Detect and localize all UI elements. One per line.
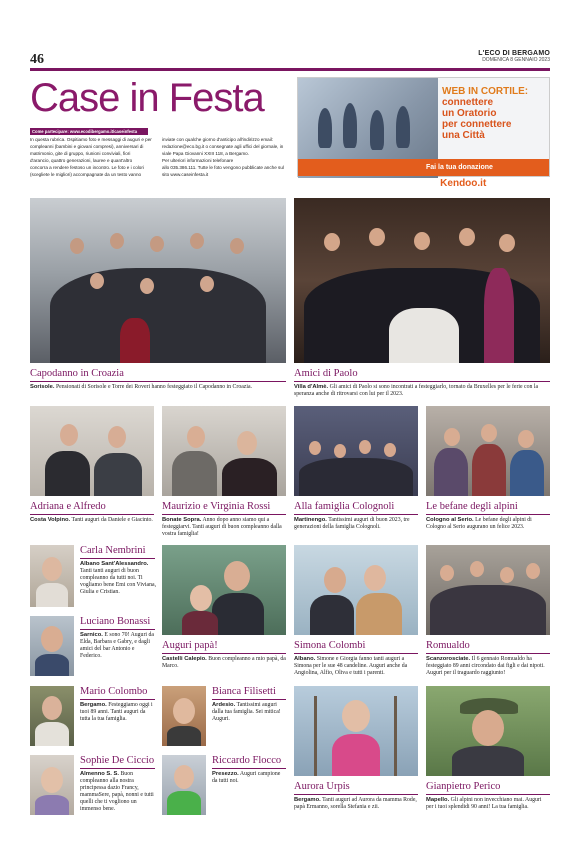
photo-capodanno <box>30 198 286 363</box>
photo-carla-nembrini <box>30 545 74 607</box>
photo-aurora-urpis <box>294 686 418 776</box>
kendoo-logo[interactable]: Kendoo.it <box>437 178 489 189</box>
caption-title: Luciano Bonassi <box>80 616 151 627</box>
ad-cta-bar[interactable]: Fai la tua donazione su Kendoo.it <box>298 159 549 176</box>
caption-title: Riccardo Flocco <box>212 755 282 766</box>
photo-mario-colombo <box>30 686 74 746</box>
photo-romualdo <box>426 545 550 635</box>
caption-title: Romualdo <box>426 640 470 651</box>
photo-adriana-alfredo <box>30 406 154 496</box>
caption-text: Scanzorosciate. Il 6 gennaio Romualdo ha festeggiato 89 anni circondato dai figli e dai nipoti. Auguri per il traguardo raggiunto! <box>426 656 545 676</box>
page-number: 46 <box>30 52 44 67</box>
header-rule <box>30 68 550 71</box>
caption-text: Ardesio. Tantissimi auguri dalla tua famiglia. Sei mitica! Auguri. <box>212 702 281 722</box>
photo-bianca-filisetti <box>162 686 206 746</box>
masthead <box>478 50 550 63</box>
caption-title: Aurora Urpis <box>294 781 350 792</box>
caption-title: Simona Colombi <box>294 640 366 651</box>
howto-head: Come partecipare: www.ecodibergamo.it/caseinfesta <box>30 128 148 135</box>
issue-date: DOMENICA 8 GENNAIO 2023 <box>482 57 550 63</box>
caption-title: Sophie De Ciccio <box>80 755 155 766</box>
caption-title: Capodanno in Croazia <box>30 368 124 379</box>
caption-title: Alla famiglia Colognoli <box>294 501 395 512</box>
caption-title: Adriana e Alfredo <box>30 501 106 512</box>
newspaper-name: L'ECO DI BERGAMO <box>478 50 550 57</box>
photo-sophie-de-ciccio <box>30 755 74 815</box>
caption-text: Sorisole. Pensionati di Sorisole e Torre dei Roveri hanno festeggiato il Capodanno in Croazia. <box>30 384 252 390</box>
caption-title: Mario Colombo <box>80 686 148 697</box>
caption-text: Costa Volpino. Tanti auguri da Daniele e Giacinto. <box>30 517 153 523</box>
howto-column-2: inviate con qualche giorno d'anticipo all'indirizzo email: redazione@eco.bg.it o consegnate agli uffici del giornale, in viale Papa Giovanni XXIII 118, a Bergamo. Per ulteriori informazioni telefonare allo 035.386.111. Tutte le foto vengono pubblicate anche sul sito www.caseinfesta.it <box>162 137 284 177</box>
donation-ad[interactable] <box>297 77 550 189</box>
photo-famiglia-colognoli <box>294 406 418 496</box>
caption-text: Villa d'Almè. Gli amici di Paolo si sono incontrati a festeggiarlo, tornato da Bruxelles per le ferie con la speranza anche di ritrovarsi con lui per il 2023. <box>294 384 539 397</box>
caption-text: Albano. Simone e Giorgia fanno tanti auguri a Simona per le sue 48 candeline. Auguri anche da Angiolina, Alfio, Oliva e tutti i parenti. <box>294 656 408 676</box>
caption-title: Maurizio e Virginia Rossi <box>162 501 271 512</box>
caption-title: Bianca Filisetti <box>212 686 276 697</box>
caption-title: Auguri papà! <box>162 640 218 651</box>
caption-text: Bergamo. Tanti auguri ad Aurora da mamma Rode, papà Ermanno, sorella Stefania e zii. <box>294 797 417 810</box>
caption-text: Almenno S. S. Buon compleanno alla nostra principessa dazio Francy, mammaSere, papà, nonni e tutti quelli che ti vogliono un immenso bene. <box>80 771 154 812</box>
photo-amici-paolo <box>294 198 550 363</box>
section-title: Case in Festa <box>30 76 264 120</box>
photo-riccardo-flocco <box>162 755 206 815</box>
caption-text: Cologno al Serio. Le befane degli alpini di Cologno al Serio augurano un felice 2023. <box>426 517 532 530</box>
photo-auguri-papa <box>162 545 286 635</box>
caption-title: Carla Nembrini <box>80 545 146 556</box>
caption-title: Gianpietro Perico <box>426 781 501 792</box>
ad-text: WEB IN CORTILE: connettere un Oratorio per connettere una Città <box>442 86 529 141</box>
caption-text: Presezzo. Auguri campione da tutti noi. <box>212 771 281 784</box>
caption-text: Bergamo. Festeggiamo oggi i tuoi 89 anni. Tanti auguri da tutta la tua famiglia. <box>80 702 153 722</box>
caption-text: Mapello. Gli alpini non invecchiano mai. Auguri per i tuoi splendidi 90 anni! La tua famiglia. <box>426 797 542 810</box>
caption-title: Amici di Paolo <box>294 368 358 379</box>
photo-maurizio-virginia <box>162 406 286 496</box>
photo-befane-alpini <box>426 406 550 496</box>
photo-simona-colombi <box>294 545 418 635</box>
caption-text: Bonate Sopra. Anno dopo anno siamo qui a festeggiarvi. Tanti auguri di buon compleanno dalla vostra famiglia! <box>162 517 282 537</box>
caption-text: Martinengo. Tantissimi auguri di buon 2023, tre generazioni della famiglia Colognoli. <box>294 517 410 530</box>
photo-luciano-bonassi <box>30 616 74 676</box>
caption-text: Castelli Calepio. Buon compleanno a mio papà, da Marco. <box>162 656 286 669</box>
caption-title: Le befane degli alpini <box>426 501 518 512</box>
caption-text: Sarnico. E sono 70! Auguri da Elda, Barbara e Gabry, e dagli amici del bar Antonio e Federico. <box>80 632 154 659</box>
howto-column-1: In questa rubrica. Ospitiamo foto e messaggi di auguri e per compleanni (bambini e giovani compresi), anniversari di matrimonio, gite di gruppo, riunioni conviviali, fiori d'arancio, quattro generazioni, lauree e quant'altro concorra a rendere festoso un incontro. Le foto e i colori (scegliete le migliori) accompagnate da un testo vanno <box>30 137 152 177</box>
caption-text: Albano Sant'Alessandro. Tanti tanti auguri di buon compleanno da tutti noi. Ti vogliamo bene Emi con Viviana, Giulia e Cristian. <box>80 561 157 595</box>
photo-gianpietro-perico <box>426 686 550 776</box>
